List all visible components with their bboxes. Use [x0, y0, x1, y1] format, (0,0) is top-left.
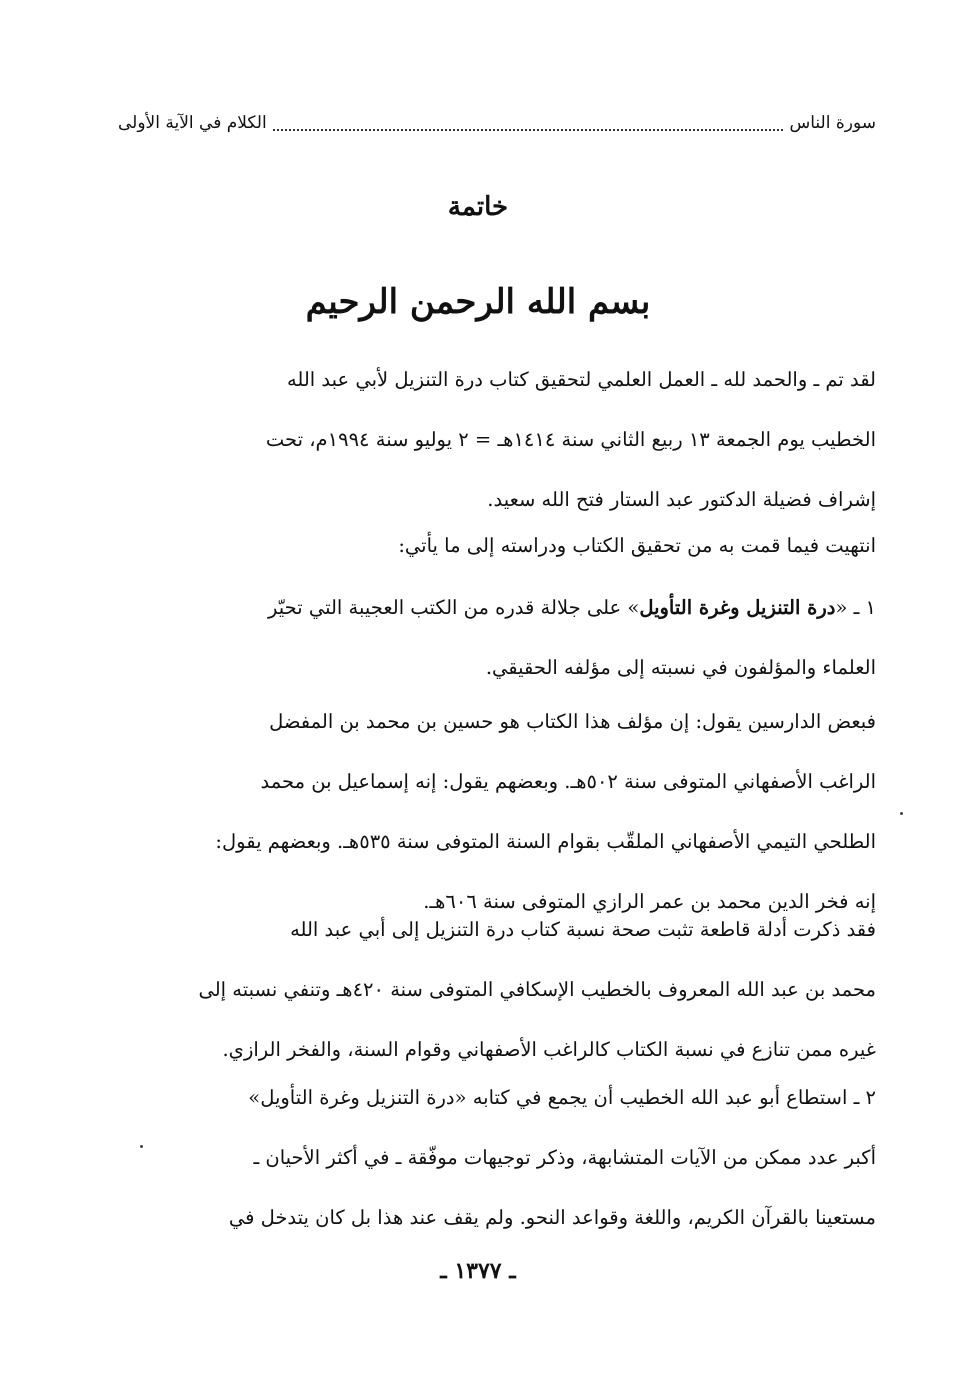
header-leader-dots — [273, 115, 784, 131]
text-line: فبعض الدارسين يقول: إن مؤلف هذا الكتاب هو حسين بن محمد بن المفضل — [269, 710, 876, 733]
text-line — [124, 578, 876, 638]
scan-speck — [140, 1145, 143, 1148]
text-line: محمد بن عبد الله المعروف بالخطيب الإسكافي المتوفى سنة ٤٢٠هـ وتنفي نسبته إلى — [198, 978, 876, 1001]
header-topic: الكلام في الآية الأولى — [118, 113, 267, 133]
text-line: مستعينا بالقرآن الكريم، واللغة وقواعد النحو. ولم يقف عند هذا بل كان يتدخل في — [228, 1206, 876, 1229]
text-line: فقد ذكرت أدلة قاطعة تثبت صحة نسبة كتاب درة التنزيل إلى أبي عبد الله — [290, 918, 876, 941]
scan-speck — [900, 812, 903, 815]
item-text: » على جلالة قدره من الكتب العجيبة التي تحيّر — [267, 596, 640, 619]
paragraph-results — [124, 516, 876, 576]
running-header — [118, 108, 876, 138]
paragraph-item-1 — [124, 578, 876, 698]
text-line: العلماء والمؤلفون في نسبته إلى مؤلفه الحقيقي. — [485, 656, 876, 679]
text-line: الخطيب يوم الجمعة ١٣ ربيع الثاني سنة ١٤١٤هـ = ٢ يوليو سنة ١٩٩٤م، تحت — [265, 428, 876, 451]
paragraph-intro — [124, 350, 876, 530]
paragraph-scholars — [124, 692, 876, 932]
book-title: درة التنزيل وغرة التأويل — [639, 596, 836, 619]
text-line: الراغب الأصفهاني المتوفى سنة ٥٠٢هـ. وبعضهم يقول: إنه إسماعيل بن محمد — [260, 770, 876, 793]
text-line: الطلحي التيمي الأصفهاني الملقّب بقوام السنة المتوفى سنة ٥٣٥هـ. وبعضهم يقول: — [215, 830, 876, 853]
paragraph-item-2 — [124, 1068, 876, 1248]
text-line: لقد تم ـ والحمد لله ـ العمل العلمي لتحقيق كتاب درة التنزيل لأبي عبد الله — [286, 368, 876, 391]
paragraph-evidence — [124, 900, 876, 1080]
basmala: بسم الله الرحمن الرحيم — [305, 282, 651, 322]
text-line: إشراف فضيلة الدكتور عبد الستار فتح الله سعيد. — [487, 488, 876, 511]
text-line: انتهيت فيما قمت به من تحقيق الكتاب ودراسته إلى ما يأتي: — [398, 534, 876, 557]
item-number: ١ ـ « — [835, 596, 876, 619]
header-surah: سورة الناس — [789, 113, 876, 133]
text-line: ٢ ـ استطاع أبو عبد الله الخطيب أن يجمع في كتابه «درة التنزيل وغرة التأويل» — [248, 1086, 876, 1109]
section-title: خاتمة — [447, 192, 509, 222]
page-number: ـ ١٣٧٧ ـ — [440, 1258, 516, 1284]
text-line: غيره ممن تنازع في نسبة الكتاب كالراغب الأصفهاني وقوام السنة، والفخر الرازي. — [222, 1038, 876, 1061]
text-line: أكبر عدد ممكن من الآيات المتشابهة، وذكر توجيهات موفّقة ـ في أكثر الأحيان ـ — [253, 1146, 876, 1169]
text-line: إنه فخر الدين محمد بن عمر الرازي المتوفى سنة ٦٠٦هـ. — [423, 890, 876, 913]
